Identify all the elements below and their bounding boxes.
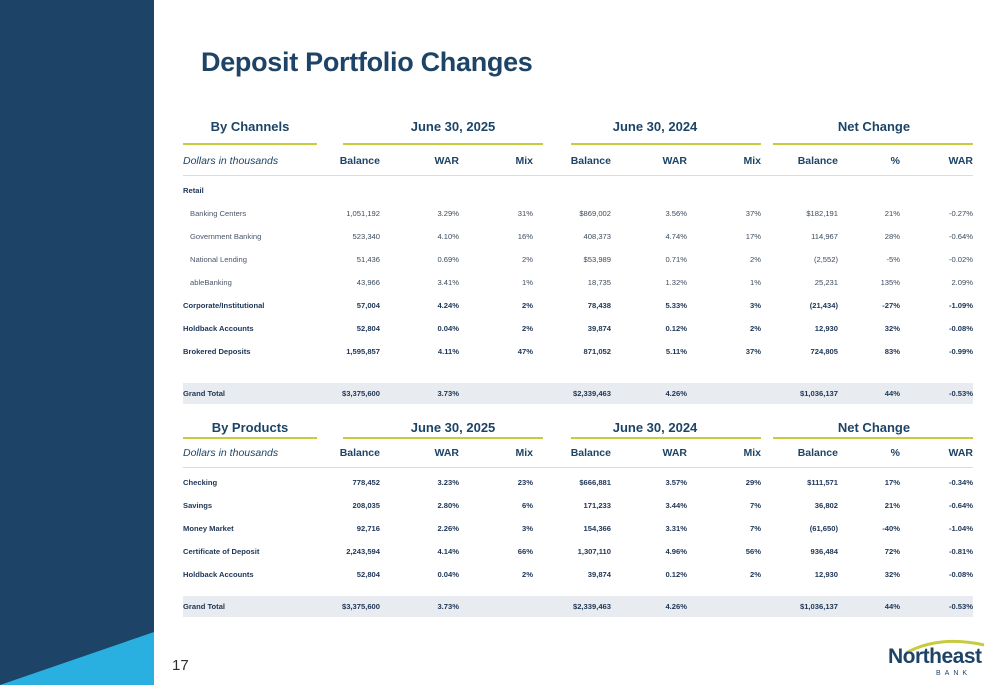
grand-total-cell: $1,036,137 <box>799 389 838 398</box>
table-cell: 92,716 <box>356 524 380 533</box>
rule <box>343 143 543 145</box>
units-label: Dollars in thousands <box>183 155 279 167</box>
table-cell: 56% <box>745 547 761 556</box>
table-cell: 17% <box>745 232 761 241</box>
grand-total-label: Grand Total <box>183 602 226 611</box>
table-cell: -0.34% <box>948 478 973 487</box>
table-cell: 66% <box>517 547 533 556</box>
table-cell: 52,804 <box>356 570 380 579</box>
table-cell: 2.09% <box>951 278 973 287</box>
table-cell: 208,035 <box>352 501 380 510</box>
column-header: % <box>890 155 900 167</box>
table-cell: 28% <box>884 232 900 241</box>
table-cell: 2% <box>750 570 761 579</box>
northeast-bank-logo <box>884 637 988 681</box>
table-cell: 2% <box>522 570 533 579</box>
table-cell: -1.09% <box>948 301 973 310</box>
table-cell: 1.32% <box>665 278 687 287</box>
table-cell: 57,004 <box>356 301 380 310</box>
table-cell: 114,967 <box>811 232 838 241</box>
row-label: Corporate/Institutional <box>183 301 265 310</box>
table-row <box>183 520 973 538</box>
table-cell: 43,966 <box>356 278 380 287</box>
table-cell: 171,233 <box>583 501 611 510</box>
table-cell: 6% <box>522 501 533 510</box>
table-cell: 3.41% <box>437 278 459 287</box>
table-row <box>183 343 973 361</box>
table-cell: 3.57% <box>665 478 687 487</box>
products-period1: June 30, 2025 <box>410 420 496 435</box>
table-cell: (21,434) <box>809 301 838 310</box>
products-period2: June 30, 2024 <box>612 420 698 435</box>
column-header: WAR <box>662 155 687 167</box>
table-row <box>183 205 973 223</box>
column-header: WAR <box>662 447 687 459</box>
table-cell: -0.81% <box>948 547 973 556</box>
table-cell: 16% <box>517 232 533 241</box>
column-header: Balance <box>570 447 611 459</box>
column-header: % <box>890 447 900 459</box>
table-cell: 0.69% <box>437 255 459 264</box>
channels-header-row <box>183 155 973 171</box>
table-cell: 0.04% <box>437 324 459 333</box>
row-label: Checking <box>183 478 218 487</box>
table-cell: 1% <box>750 278 761 287</box>
table-cell: 12,930 <box>814 324 838 333</box>
table-cell: 1,051,192 <box>346 209 380 218</box>
grand-total-row <box>183 596 973 617</box>
grand-total-cell: 44% <box>884 602 900 611</box>
column-header: Balance <box>797 447 838 459</box>
table-cell: 936,484 <box>810 547 838 556</box>
column-header: Balance <box>797 155 838 167</box>
sidebar-decoration <box>0 0 154 685</box>
table-cell: 39,874 <box>587 324 611 333</box>
table-cell: 17% <box>884 478 900 487</box>
rule <box>571 437 761 439</box>
table-cell: 37% <box>745 347 761 356</box>
table-row <box>183 320 973 338</box>
table-row <box>183 474 973 492</box>
table-cell: 2.80% <box>437 501 459 510</box>
table-cell: -0.08% <box>948 324 973 333</box>
table-cell: 23% <box>517 478 533 487</box>
table-cell: $666,881 <box>579 478 611 487</box>
grand-total-cell: 3.73% <box>437 389 459 398</box>
rule <box>183 467 973 468</box>
column-header: Mix <box>743 155 761 167</box>
logo-wordmark: Northeast <box>888 645 982 668</box>
table-cell: 2.26% <box>437 524 459 533</box>
grand-total-cell: $1,036,137 <box>799 602 838 611</box>
products-net-change: Net Change <box>837 420 911 435</box>
group-label: Retail <box>183 186 204 195</box>
table-cell: 4.14% <box>437 547 459 556</box>
table-cell: 3% <box>522 524 533 533</box>
table-cell: $182,191 <box>806 209 838 218</box>
grand-total-cell: 44% <box>884 389 900 398</box>
table-row <box>183 251 973 269</box>
table-cell: 31% <box>517 209 533 218</box>
table-cell: 4.10% <box>437 232 459 241</box>
rule <box>343 437 543 439</box>
table-cell: 7% <box>750 524 761 533</box>
table-cell: (2,552) <box>813 255 838 264</box>
channels-period1: June 30, 2025 <box>410 119 496 134</box>
logo-subtitle: BANK <box>936 670 972 677</box>
grand-total-cell: 3.73% <box>437 602 459 611</box>
row-label: ableBanking <box>190 278 232 287</box>
table-cell: -0.64% <box>948 232 973 241</box>
rule <box>773 437 973 439</box>
products-table <box>183 412 973 622</box>
rule <box>183 437 317 439</box>
channels-table <box>183 110 973 410</box>
table-cell: -27% <box>882 301 900 310</box>
table-cell: 4.24% <box>437 301 459 310</box>
rule <box>183 143 317 145</box>
table-cell: 39,874 <box>587 570 611 579</box>
grand-total-cell: $3,375,600 <box>341 389 380 398</box>
table-cell: 3.23% <box>437 478 459 487</box>
table-cell: 21% <box>884 209 900 218</box>
table-cell: 32% <box>884 324 900 333</box>
table-cell: 2% <box>750 324 761 333</box>
column-header: WAR <box>434 447 459 459</box>
table-row <box>183 297 973 315</box>
accent-wedge <box>0 0 154 685</box>
table-row <box>183 228 973 246</box>
table-cell: 5.33% <box>665 301 687 310</box>
column-header: WAR <box>948 155 973 167</box>
table-cell: 0.71% <box>665 255 687 264</box>
grand-total-cell: 4.26% <box>665 602 687 611</box>
column-header: Balance <box>339 447 380 459</box>
table-cell: 3.44% <box>665 501 687 510</box>
column-header: Mix <box>515 155 533 167</box>
table-cell: 37% <box>745 209 761 218</box>
products-header-row <box>183 447 973 463</box>
table-cell: -0.64% <box>948 501 973 510</box>
table-cell: -0.02% <box>948 255 973 264</box>
table-cell: 871,052 <box>583 347 611 356</box>
table-cell: 21% <box>884 501 900 510</box>
table-cell: 724,805 <box>810 347 838 356</box>
table-row <box>183 543 973 561</box>
column-header: Balance <box>570 155 611 167</box>
rule <box>571 143 761 145</box>
rule <box>183 175 973 176</box>
column-header: WAR <box>948 447 973 459</box>
table-cell: 0.12% <box>665 570 687 579</box>
table-cell: 52,804 <box>356 324 380 333</box>
table-cell: -5% <box>886 255 900 264</box>
grand-total-cell: $2,339,463 <box>572 389 611 398</box>
table-cell: $111,571 <box>807 478 838 487</box>
table-row <box>183 274 973 292</box>
table-cell: 25,231 <box>814 278 838 287</box>
table-cell: (61,650) <box>809 524 838 533</box>
table-cell: 18,735 <box>587 278 611 287</box>
grand-total-label: Grand Total <box>183 389 226 398</box>
table-row <box>183 566 973 584</box>
table-cell: 29% <box>745 478 761 487</box>
row-label: Government Banking <box>190 232 262 241</box>
row-label: National Lending <box>190 255 247 264</box>
row-label: Holdback Accounts <box>183 570 254 579</box>
table-cell: 5.11% <box>665 347 687 356</box>
page-number: 17 <box>172 657 189 674</box>
grand-total-cell: $2,339,463 <box>572 602 611 611</box>
table-cell: 2% <box>522 301 533 310</box>
channels-net-change: Net Change <box>837 119 911 134</box>
table-cell: 4.74% <box>665 232 687 241</box>
table-cell: 1,307,110 <box>577 547 611 556</box>
table-cell: 523,340 <box>352 232 380 241</box>
table-cell: 0.12% <box>665 324 687 333</box>
table-cell: 4.11% <box>437 347 459 356</box>
table-cell: 1% <box>522 278 533 287</box>
column-header: WAR <box>434 155 459 167</box>
row-label: Certificate of Deposit <box>183 547 260 556</box>
table-cell: 154,366 <box>583 524 611 533</box>
table-cell: 47% <box>517 347 533 356</box>
column-header: Balance <box>339 155 380 167</box>
products-section-title: By Products <box>211 420 289 435</box>
table-cell: -0.99% <box>948 347 973 356</box>
grand-total-cell: -0.53% <box>948 389 973 398</box>
table-cell: -40% <box>882 524 900 533</box>
table-cell: 78,438 <box>587 301 611 310</box>
table-cell: 408,373 <box>583 232 611 241</box>
table-cell: -0.27% <box>948 209 973 218</box>
table-cell: 0.04% <box>437 570 459 579</box>
table-cell: -1.04% <box>948 524 973 533</box>
table-cell: 2% <box>522 324 533 333</box>
table-cell: 1,595,857 <box>346 347 380 356</box>
table-cell: 4.96% <box>665 547 687 556</box>
table-cell: $869,002 <box>579 209 611 218</box>
table-cell: 2% <box>750 255 761 264</box>
column-header: Mix <box>743 447 761 459</box>
table-cell: 3.29% <box>437 209 459 218</box>
table-cell: 2,243,594 <box>346 547 380 556</box>
grand-total-row <box>183 383 973 404</box>
rule <box>773 143 973 145</box>
table-cell: 72% <box>884 547 900 556</box>
grand-total-cell: 4.26% <box>665 389 687 398</box>
row-label: Holdback Accounts <box>183 324 254 333</box>
units-label: Dollars in thousands <box>183 447 279 459</box>
table-cell: 7% <box>750 501 761 510</box>
table-cell: 83% <box>884 347 900 356</box>
page-title: Deposit Portfolio Changes <box>201 47 533 77</box>
channels-period2: June 30, 2024 <box>612 119 698 134</box>
row-label: Savings <box>183 501 213 510</box>
group-label-row <box>183 182 973 200</box>
column-header: Mix <box>515 447 533 459</box>
table-row <box>183 497 973 515</box>
row-label: Money Market <box>183 524 234 533</box>
table-cell: 3% <box>750 301 761 310</box>
row-label: Brokered Deposits <box>183 347 251 356</box>
table-cell: 32% <box>884 570 900 579</box>
table-cell: 778,452 <box>352 478 380 487</box>
table-cell: 135% <box>880 278 900 287</box>
table-cell: 51,436 <box>356 255 380 264</box>
table-cell: 12,930 <box>814 570 838 579</box>
table-cell: 2% <box>522 255 533 264</box>
channels-section-title: By Channels <box>210 119 290 134</box>
table-cell: 3.56% <box>665 209 687 218</box>
table-cell: $53,989 <box>583 255 611 264</box>
grand-total-cell: -0.53% <box>948 602 973 611</box>
grand-total-cell: $3,375,600 <box>341 602 380 611</box>
row-label: Banking Centers <box>190 209 247 218</box>
table-cell: 36,802 <box>814 501 838 510</box>
table-cell: 3.31% <box>665 524 687 533</box>
table-cell: -0.08% <box>948 570 973 579</box>
